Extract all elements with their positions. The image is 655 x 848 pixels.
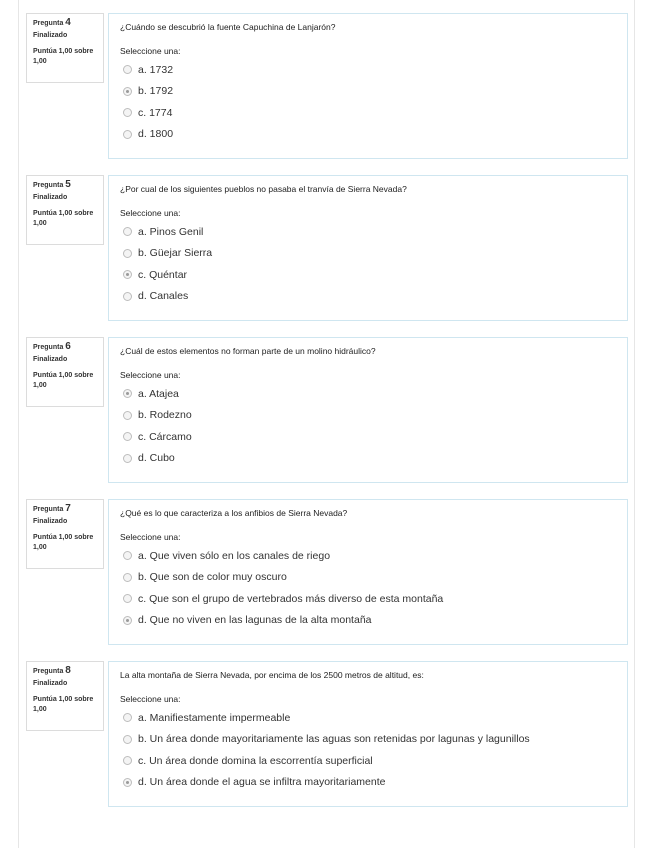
answer-option-label: a. Que viven sólo en los canales de riego bbox=[138, 549, 331, 562]
answer-option[interactable] bbox=[120, 243, 616, 265]
radio-selected-dot bbox=[126, 90, 129, 93]
question-text: La alta montaña de Sierra Nevada, por encima de los 2500 metros de altitud, es: bbox=[120, 670, 424, 680]
answer-option[interactable] bbox=[120, 567, 616, 589]
radio-button[interactable] bbox=[123, 87, 132, 96]
answer-option[interactable] bbox=[120, 426, 616, 448]
answer-option-label: a. Atajea bbox=[138, 387, 179, 400]
answer-option-label: a. Pinos Genil bbox=[138, 225, 204, 238]
answer-option[interactable] bbox=[120, 772, 616, 794]
answer-list bbox=[120, 59, 616, 145]
question-state: Finalizado bbox=[33, 680, 68, 687]
radio-button[interactable] bbox=[123, 594, 132, 603]
question-state: Finalizado bbox=[33, 194, 68, 201]
answer-option-label: b. 1792 bbox=[138, 85, 174, 98]
radio-button[interactable] bbox=[123, 389, 132, 398]
question-info-box bbox=[26, 661, 104, 731]
question-block bbox=[26, 661, 629, 823]
radio-button[interactable] bbox=[123, 108, 132, 117]
question-label: Pregunta bbox=[33, 668, 64, 675]
radio-button[interactable] bbox=[123, 454, 132, 463]
radio-button[interactable] bbox=[123, 292, 132, 301]
radio-button[interactable] bbox=[123, 756, 132, 765]
question-content bbox=[108, 499, 628, 645]
radio-button[interactable] bbox=[123, 249, 132, 258]
radio-button[interactable] bbox=[123, 227, 132, 236]
answer-option[interactable] bbox=[120, 59, 616, 81]
question-label: Pregunta bbox=[33, 182, 64, 189]
question-content bbox=[108, 175, 628, 321]
question-number: 6 bbox=[65, 341, 71, 352]
answer-option[interactable] bbox=[120, 448, 616, 470]
radio-button[interactable] bbox=[123, 411, 132, 420]
answer-option-label: b. Güejar Sierra bbox=[138, 247, 213, 260]
question-grade: Puntúa 1,00 sobre 1,00 bbox=[33, 372, 94, 389]
answer-option[interactable] bbox=[120, 750, 616, 772]
select-one-prompt: Seleccione una: bbox=[120, 694, 181, 704]
answer-option[interactable] bbox=[120, 383, 616, 405]
answer-list bbox=[120, 707, 616, 793]
question-number: 4 bbox=[65, 17, 71, 28]
question-grade: Puntúa 1,00 sobre 1,00 bbox=[33, 210, 94, 227]
question-state: Finalizado bbox=[33, 356, 68, 363]
question-text: ¿Por cual de los siguientes pueblos no pasaba el tranvía de Sierra Nevada? bbox=[120, 184, 407, 194]
answer-option-label: c. Un área donde domina la escorrentía superficial bbox=[138, 754, 373, 767]
question-number: 7 bbox=[65, 503, 71, 514]
answer-option-label: a. 1732 bbox=[138, 63, 174, 76]
answer-option-label: d. Un área donde el agua se infiltra mayoritariamente bbox=[138, 776, 386, 789]
answer-option-label: d. Canales bbox=[138, 290, 189, 303]
answer-list bbox=[120, 383, 616, 469]
question-block bbox=[26, 337, 629, 499]
answer-option[interactable] bbox=[120, 610, 616, 632]
radio-button[interactable] bbox=[123, 432, 132, 441]
question-number: 8 bbox=[65, 665, 71, 676]
answer-option-label: c. Que son el grupo de vertebrados más diverso de esta montaña bbox=[138, 592, 444, 605]
question-block bbox=[26, 499, 629, 661]
answer-option-label: d. 1800 bbox=[138, 128, 174, 141]
question-content bbox=[108, 661, 628, 807]
answer-option[interactable] bbox=[120, 264, 616, 286]
question-block bbox=[26, 175, 629, 337]
radio-selected-dot bbox=[126, 781, 129, 784]
question-number: 5 bbox=[65, 179, 71, 190]
question-content bbox=[108, 13, 628, 159]
question-label: Pregunta bbox=[33, 344, 64, 351]
radio-button[interactable] bbox=[123, 270, 132, 279]
select-one-prompt: Seleccione una: bbox=[120, 370, 181, 380]
answer-option[interactable] bbox=[120, 102, 616, 124]
radio-button[interactable] bbox=[123, 713, 132, 722]
radio-selected-dot bbox=[126, 392, 129, 395]
answer-option[interactable] bbox=[120, 81, 616, 103]
answer-option-label: d. Que no viven en las lagunas de la alta montaña bbox=[138, 614, 372, 627]
question-label: Pregunta bbox=[33, 506, 64, 513]
question-label: Pregunta bbox=[33, 20, 64, 27]
radio-button[interactable] bbox=[123, 616, 132, 625]
page-right-border bbox=[634, 0, 635, 848]
page-left-border bbox=[18, 0, 19, 848]
select-one-prompt: Seleccione una: bbox=[120, 532, 181, 542]
radio-button[interactable] bbox=[123, 551, 132, 560]
answer-option[interactable] bbox=[120, 707, 616, 729]
radio-selected-dot bbox=[126, 273, 129, 276]
answer-option-label: d. Cubo bbox=[138, 452, 175, 465]
answer-option[interactable] bbox=[120, 729, 616, 751]
question-text: ¿Qué es lo que caracteriza a los anfibios de Sierra Nevada? bbox=[120, 508, 348, 518]
select-one-prompt: Seleccione una: bbox=[120, 46, 181, 56]
radio-button[interactable] bbox=[123, 65, 132, 74]
answer-option-label: b. Rodezno bbox=[138, 409, 192, 422]
question-info-box bbox=[26, 337, 104, 407]
question-content bbox=[108, 337, 628, 483]
question-text: ¿Cuándo se descubrió la fuente Capuchina de Lanjarón? bbox=[120, 22, 336, 32]
answer-option[interactable] bbox=[120, 545, 616, 567]
question-grade: Puntúa 1,00 sobre 1,00 bbox=[33, 696, 94, 713]
answer-option-label: c. Quéntar bbox=[138, 268, 188, 281]
question-info-box bbox=[26, 13, 104, 83]
radio-button[interactable] bbox=[123, 778, 132, 787]
question-text: ¿Cuál de estos elementos no forman parte de un molino hidráulico? bbox=[120, 346, 376, 356]
answer-option-label: b. Un área donde mayoritariamente las aguas son retenidas por lagunas y lagunillos bbox=[138, 733, 530, 746]
answer-option[interactable] bbox=[120, 221, 616, 243]
question-info-box bbox=[26, 499, 104, 569]
answer-list bbox=[120, 545, 616, 631]
answer-list bbox=[120, 221, 616, 307]
question-state: Finalizado bbox=[33, 518, 68, 525]
question-block bbox=[26, 13, 629, 175]
answer-option-label: a. Manifiestamente impermeable bbox=[138, 711, 291, 724]
radio-selected-dot bbox=[126, 619, 129, 622]
question-state: Finalizado bbox=[33, 32, 68, 39]
answer-option-label: c. 1774 bbox=[138, 106, 173, 119]
question-info-box bbox=[26, 175, 104, 245]
answer-option[interactable] bbox=[120, 405, 616, 427]
answer-option-label: c. Cárcamo bbox=[138, 430, 192, 443]
answer-option[interactable] bbox=[120, 588, 616, 610]
answer-option[interactable] bbox=[120, 124, 616, 146]
select-one-prompt: Seleccione una: bbox=[120, 208, 181, 218]
radio-button[interactable] bbox=[123, 573, 132, 582]
question-grade: Puntúa 1,00 sobre 1,00 bbox=[33, 48, 94, 65]
question-grade: Puntúa 1,00 sobre 1,00 bbox=[33, 534, 94, 551]
answer-option[interactable] bbox=[120, 286, 616, 308]
radio-button[interactable] bbox=[123, 735, 132, 744]
radio-button[interactable] bbox=[123, 130, 132, 139]
answer-option-label: b. Que son de color muy oscuro bbox=[138, 571, 287, 584]
question-list bbox=[26, 13, 629, 823]
